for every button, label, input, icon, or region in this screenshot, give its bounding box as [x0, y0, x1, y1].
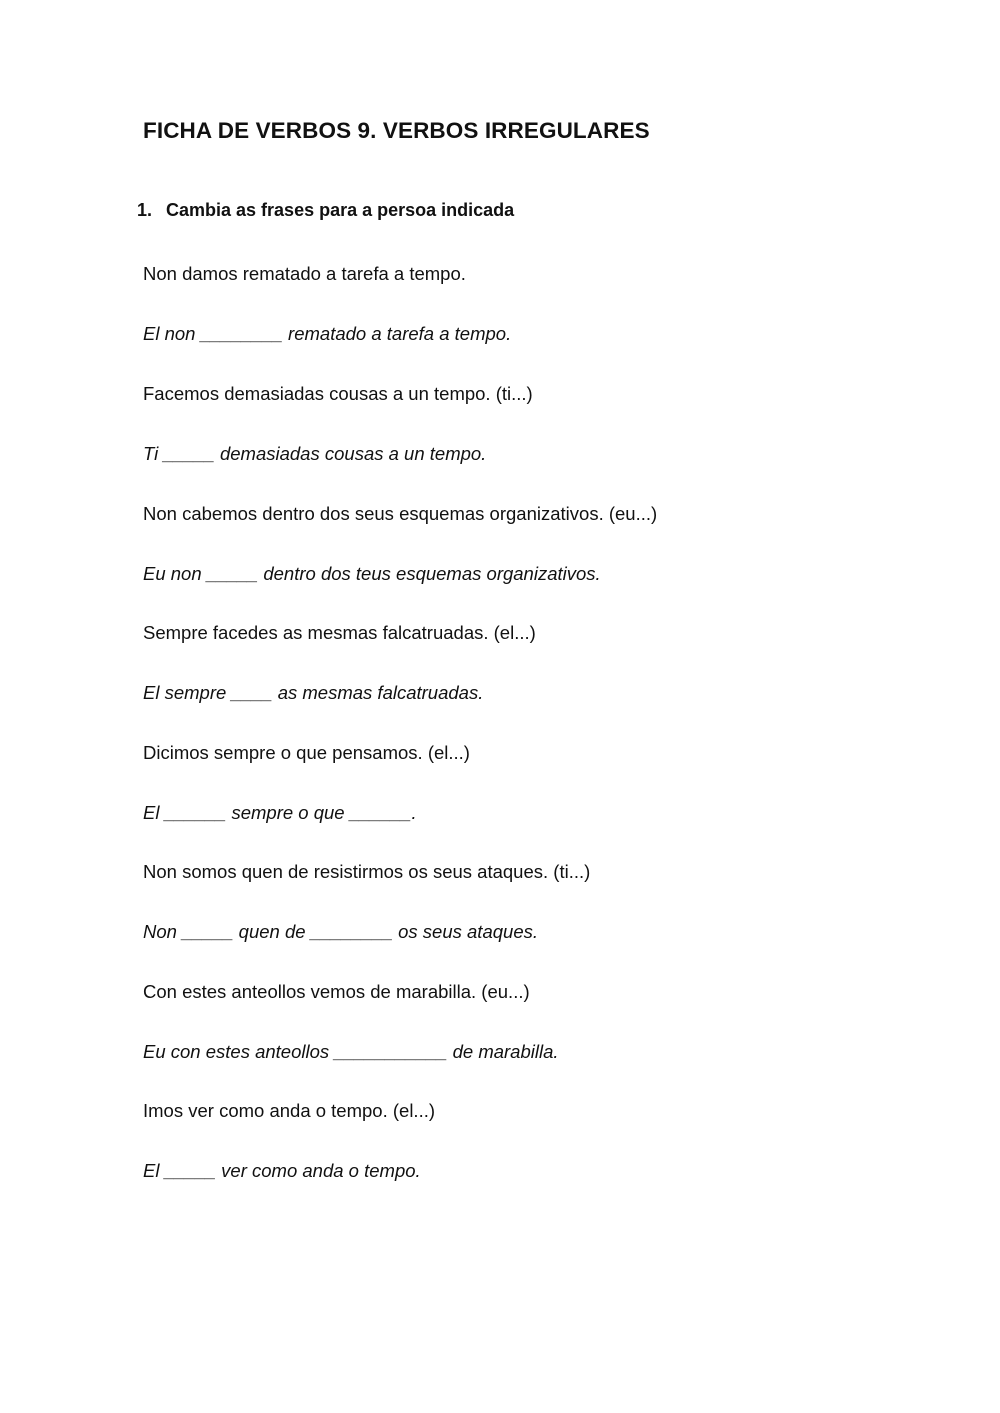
exercise-instruction: Cambia as frases para a persoa indicada: [166, 200, 515, 220]
exercise-heading: [137, 200, 514, 222]
answer-sentence: El sempre ____ as mesmas falcatruadas.: [143, 682, 484, 703]
prompt-sentence: Con estes anteollos vemos de marabilla. (eu...): [143, 981, 530, 1002]
answer-sentence: Ti _____ demasiadas cousas a un tempo.: [143, 443, 487, 464]
answer-sentence: Non _____ quen de ________ os seus ataques.: [143, 921, 538, 942]
answer-sentence: Eu non _____ dentro dos teus esquemas organizativos.: [143, 563, 601, 584]
prompt-sentence: Non damos rematado a tarefa a tempo.: [143, 263, 466, 284]
prompt-sentence: Non cabemos dentro dos seus esquemas organizativos. (eu...): [143, 503, 658, 524]
worksheet-title: FICHA DE VERBOS 9. VERBOS IRREGULARES: [143, 118, 650, 143]
answer-sentence: El _____ ver como anda o tempo.: [143, 1160, 421, 1181]
prompt-sentence: Sempre facedes as mesmas falcatruadas. (el...): [143, 622, 536, 643]
exercise-number: 1.: [137, 200, 153, 220]
answer-sentence: Eu con estes anteollos ___________ de marabilla.: [143, 1041, 559, 1062]
answer-sentence: El ______ sempre o que ______.: [143, 802, 417, 823]
prompt-sentence: Imos ver como anda o tempo. (el...): [143, 1100, 436, 1121]
answer-sentence: El non ________ rematado a tarefa a tempo.: [143, 323, 512, 344]
prompt-sentence: Facemos demasiadas cousas a un tempo. (ti...): [143, 383, 533, 404]
prompt-sentence: Dicimos sempre o que pensamos. (el...): [143, 742, 470, 763]
prompt-sentence: Non somos quen de resistirmos os seus ataques. (ti...): [143, 861, 591, 882]
